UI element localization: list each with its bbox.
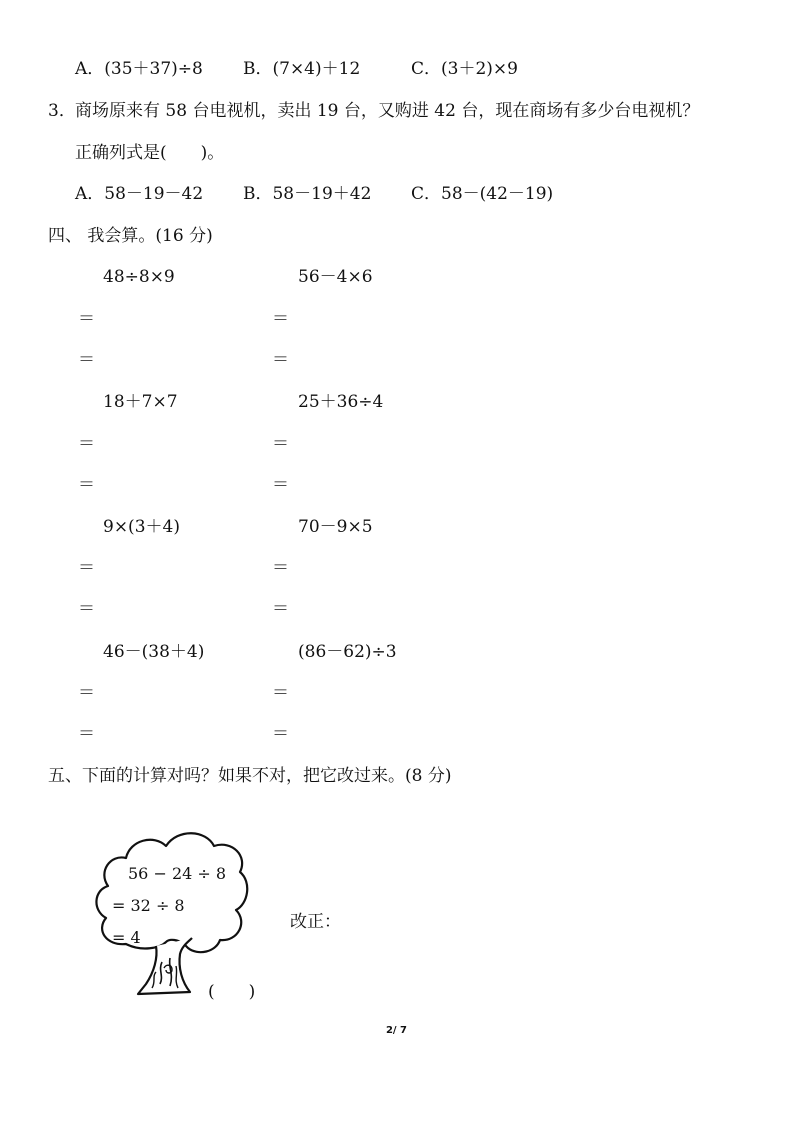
- equals-sign: ＝: [78, 475, 95, 495]
- equals-sign: ＝: [272, 350, 289, 370]
- tree-line-2: = 32 ÷ 8: [112, 896, 185, 915]
- problem-2: 56－4×6: [298, 267, 373, 287]
- problem-3: 18＋7×7: [103, 392, 178, 412]
- equals-sign: ＝: [272, 599, 289, 619]
- problem-8: (86－62)÷3: [298, 642, 397, 662]
- equals-sign: ＝: [78, 309, 95, 329]
- q3-stem: 商场原来有 58 台电视机，卖出 19 台，又购进 42 台，现在商场有多少台电视机？: [75, 101, 700, 121]
- equals-sign: ＝: [272, 475, 289, 495]
- correction-label: 改正：: [290, 912, 341, 932]
- problem-6: 70－9×5: [298, 517, 373, 537]
- equals-sign: ＝: [272, 558, 289, 578]
- equals-sign: ＝: [78, 434, 95, 454]
- equals-sign: ＝: [272, 724, 289, 744]
- equals-sign: ＝: [272, 309, 289, 329]
- judge-blank: ( ): [208, 982, 256, 1002]
- tree-line-1: 56 − 24 ÷ 8: [128, 864, 227, 883]
- section4-title: 四、 我会算。(16 分): [48, 226, 213, 246]
- equals-sign: ＝: [78, 599, 95, 619]
- equals-sign: ＝: [272, 434, 289, 454]
- problem-7: 46－(38＋4): [103, 642, 205, 662]
- q3-option-a: A．58－19－42: [75, 184, 204, 204]
- equals-sign: ＝: [272, 683, 289, 703]
- q2-option-a: A．(35＋37)÷8: [75, 59, 203, 79]
- page-number: 2/ 7: [385, 1025, 408, 1036]
- equals-sign: ＝: [78, 350, 95, 370]
- tree-illustration: [92, 826, 252, 1001]
- q3-option-b: B．58－19＋42: [243, 184, 372, 204]
- q2-option-b: B．(7×4)＋12: [243, 59, 361, 79]
- tree-line-3: = 4: [112, 928, 141, 947]
- problem-5: 9×(3＋4): [103, 517, 180, 537]
- problem-4: 25＋36÷4: [298, 392, 384, 412]
- q2-option-c: C．(3＋2)×9: [411, 59, 518, 79]
- equals-sign: ＝: [78, 558, 95, 578]
- q3-prompt: 正确列式是( )。: [75, 143, 225, 163]
- equals-sign: ＝: [78, 724, 95, 744]
- q3-number: 3．: [48, 101, 76, 121]
- problem-1: 48÷8×9: [103, 267, 175, 287]
- q3-option-c: C．58－(42－19): [411, 184, 554, 204]
- section5-title: 五、下面的计算对吗？如果不对，把它改过来。(8 分): [48, 766, 452, 786]
- equals-sign: ＝: [78, 683, 95, 703]
